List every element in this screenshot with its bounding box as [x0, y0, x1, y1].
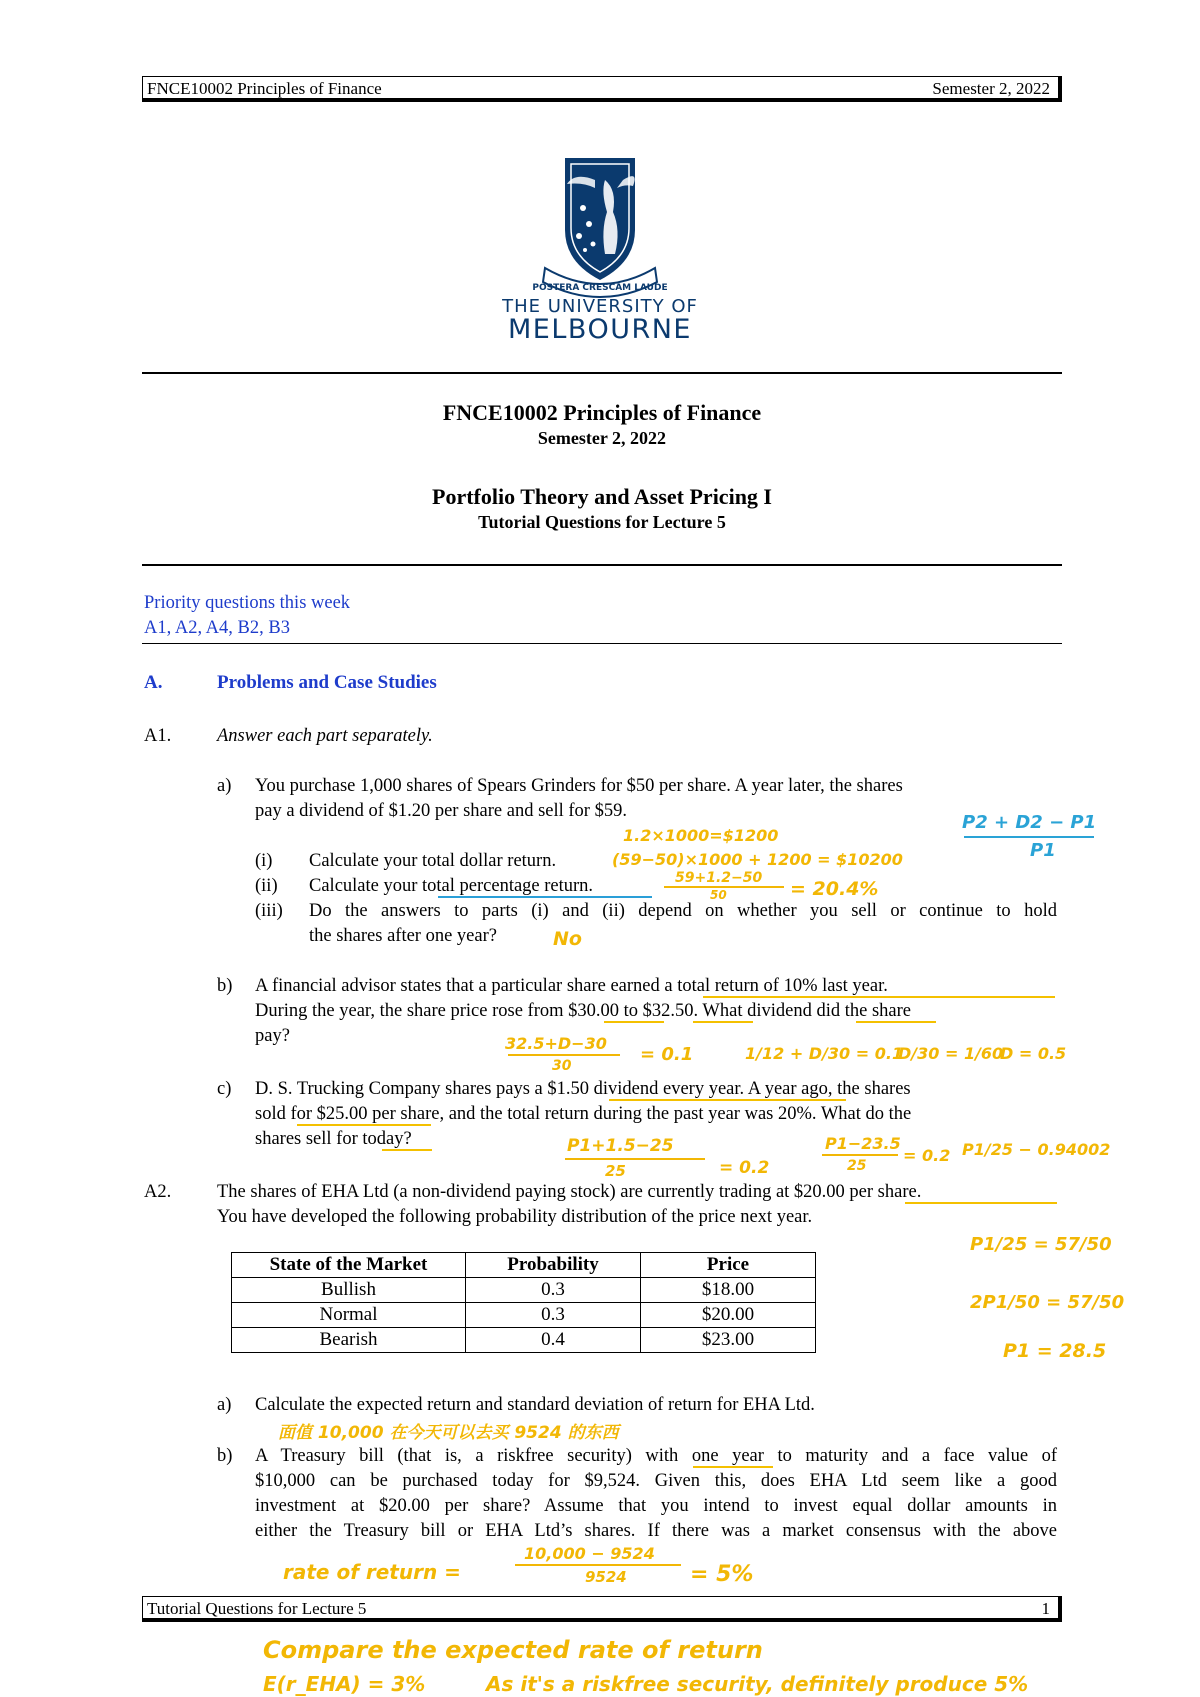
- title-topic: Portfolio Theory and Asset Pricing I: [432, 484, 772, 509]
- table-header: State of the Market: [232, 1253, 466, 1278]
- handwritten-note: rate of return =: [283, 1560, 461, 1584]
- divider: [142, 643, 1062, 644]
- question-number: A2.: [144, 1182, 172, 1202]
- highlight-underline: [693, 1466, 773, 1468]
- logo-line1: THE UNIVERSITY OF: [502, 296, 698, 317]
- highlight-underline: [905, 1202, 1057, 1204]
- text-line: Do the answers to parts (i) and (ii) depend on whether you sell or continue to hold: [309, 901, 1057, 921]
- table-header-row: [232, 1253, 816, 1278]
- table-cell: $20.00: [641, 1303, 816, 1328]
- text-line: Calculate the expected return and standard deviation of return for EHA Ltd.: [255, 1395, 815, 1415]
- title-subtitle: Tutorial Questions for Lecture 5: [478, 512, 726, 532]
- table-cell: $18.00: [641, 1278, 816, 1303]
- handwritten-note: P1−23.5: [825, 1134, 901, 1153]
- subpart-label: (i): [255, 851, 273, 871]
- text-line: $10,000 can be purchased today for $9,524. Given this, does EHA Ltd seem like a good: [255, 1471, 1057, 1491]
- handwritten-note: = 0.1: [640, 1044, 694, 1065]
- part-label: b): [217, 1446, 233, 1466]
- text-line: You have developed the following probability distribution of the price next year.: [217, 1207, 813, 1227]
- footer-text: Tutorial Questions for Lecture 5: [147, 1599, 367, 1618]
- title-course: FNCE10002 Principles of Finance: [442, 400, 762, 425]
- highlight-underline: [297, 1124, 431, 1126]
- handwritten-note: 25: [847, 1158, 867, 1174]
- table-cell: 0.3: [466, 1278, 641, 1303]
- text-line: shares sell for today?: [255, 1129, 412, 1149]
- table-header: Probability: [466, 1253, 641, 1278]
- part-label: c): [217, 1079, 232, 1099]
- handwritten-note: P1/25 − 0.94002: [962, 1140, 1111, 1159]
- text-line: either the Treasury bill or EHA Ltd’s shares. If there was a market consensus with the above: [255, 1521, 1057, 1541]
- text-line: The shares of EHA Ltd (a non-dividend paying stock) are currently trading at $20.00 per share.: [217, 1182, 922, 1202]
- handwritten-formula-top: P2 + D2 − P1: [962, 812, 1097, 833]
- fraction-bar: [565, 1158, 705, 1160]
- handwritten-note: 10,000 − 9524: [524, 1544, 655, 1563]
- handwritten-note: P1 = 28.5: [1003, 1340, 1107, 1362]
- text-line: A Treasury bill (that is, a riskfree security) with one year to maturity and a face value of: [255, 1446, 1057, 1466]
- highlight-underline: [604, 1021, 664, 1023]
- logo-line2: MELBOURNE: [508, 314, 692, 345]
- section-title: Problems and Case Studies: [217, 672, 437, 693]
- logo-motto: POSTERA CRESCAM LAUDE: [532, 283, 668, 293]
- fraction-bar: [964, 836, 1094, 838]
- handwritten-note: P1+1.5−25: [567, 1136, 674, 1156]
- fraction-bar: [822, 1154, 898, 1156]
- page-footer: [142, 1596, 1062, 1622]
- text-line: During the year, the share price rose from $30.00 to $32.50. What dividend did the share: [255, 1001, 912, 1021]
- handwritten-note: No: [553, 928, 582, 950]
- handwritten-formula-bottom: P1: [1030, 840, 1056, 861]
- handwritten-note: = 0.2: [719, 1158, 770, 1178]
- handwritten-note: 9524: [585, 1568, 627, 1586]
- handwritten-note: = 0.2: [903, 1146, 951, 1165]
- handwritten-note: 30: [552, 1058, 572, 1074]
- highlight-underline: [382, 1149, 432, 1151]
- handwritten-note: 1.2×1000=$1200: [623, 826, 779, 845]
- handwritten-note: 面值 10,000 在今天可以去买 9524 的东西: [278, 1423, 619, 1443]
- table-row: [232, 1278, 816, 1303]
- table-row: [232, 1303, 816, 1328]
- part-label: b): [217, 976, 233, 996]
- text-line: You purchase 1,000 shares of Spears Grinders for $50 per share. A year later, the shares: [255, 776, 903, 796]
- fraction-bar: [515, 1564, 681, 1566]
- handwritten-note: Compare the expected rate of return: [263, 1636, 763, 1664]
- handwritten-note: 1/12 + D/30 = 0.1: [745, 1044, 904, 1063]
- logo-wordmark: [480, 296, 720, 345]
- handwritten-note: P1/25 = 57/50: [970, 1234, 1112, 1255]
- part-label: a): [217, 1395, 232, 1415]
- text-line: sold for $25.00 per share, and the total return during the past year was 20%. What do the: [255, 1104, 912, 1124]
- handwritten-note: 25: [605, 1162, 626, 1180]
- text-line: Calculate your total dollar return.: [309, 851, 557, 871]
- table-cell: Normal: [232, 1303, 466, 1328]
- section-letter: A.: [144, 672, 163, 693]
- handwritten-note: 32.5+D−30: [505, 1034, 607, 1053]
- header-course: FNCE10002 Principles of Finance: [147, 79, 382, 98]
- text-line: investment at $20.00 per share? Assume that you intend to invest equal dollar amounts in: [255, 1496, 1057, 1516]
- header-semester: Semester 2, 2022: [932, 79, 1050, 98]
- handwritten-note: As it's a riskfree security, definitely produce 5%: [486, 1672, 1029, 1696]
- table-cell: $23.00: [641, 1328, 816, 1353]
- question-number: A1.: [144, 726, 172, 746]
- table-cell: 0.3: [466, 1303, 641, 1328]
- handwritten-note: = 5%: [690, 1562, 754, 1587]
- handwritten-note: D = 0.5: [1000, 1044, 1067, 1063]
- handwritten-note: (59−50)×1000 + 1200 = $10200: [612, 850, 903, 869]
- text-line: pay a dividend of $1.20 per share and sell for $59.: [255, 801, 627, 821]
- divider: [142, 372, 1062, 374]
- handwritten-note: = 20.4%: [790, 878, 879, 900]
- table-cell: 0.4: [466, 1328, 641, 1353]
- priority-list: A1, A2, A4, B2, B3: [144, 618, 290, 638]
- handwritten-note: E(r_EHA) = 3%: [263, 1672, 426, 1696]
- fraction-bar: [508, 1054, 620, 1056]
- subpart-label: (ii): [255, 876, 278, 896]
- probability-table: [231, 1252, 816, 1353]
- highlight-underline: [856, 1021, 936, 1023]
- handwritten-note: 50: [710, 888, 727, 902]
- table-row: [232, 1328, 816, 1353]
- part-label: a): [217, 776, 232, 796]
- text-line: D. S. Trucking Company shares pays a $1.50 dividend every year. A year ago, the shares: [255, 1079, 911, 1099]
- text-line: the shares after one year?: [309, 926, 497, 946]
- highlight-underline: [703, 996, 1055, 998]
- handwritten-note: 59+1.2−50: [675, 870, 763, 886]
- title-semester: Semester 2, 2022: [537, 428, 667, 448]
- highlight-underline: [609, 1099, 846, 1101]
- text-line: Calculate your total percentage return.: [309, 876, 594, 896]
- divider: [142, 564, 1062, 566]
- highlight-underline: [693, 1021, 753, 1023]
- priority-label: Priority questions this week: [144, 593, 351, 613]
- subpart-label: (iii): [255, 901, 283, 921]
- table-header: Price: [641, 1253, 816, 1278]
- highlight-underline: [438, 896, 652, 898]
- text-line: pay?: [255, 1026, 290, 1046]
- handwritten-note: 2P1/50 = 57/50: [970, 1292, 1125, 1313]
- table-cell: Bearish: [232, 1328, 466, 1353]
- text-line: A financial advisor states that a particular share earned a total return of 10% last year.: [255, 976, 888, 996]
- page-number: 1: [1041, 1599, 1050, 1618]
- table-cell: Bullish: [232, 1278, 466, 1303]
- instruction: Answer each part separately.: [217, 726, 433, 746]
- handwritten-note: D/30 = 1/60: [898, 1044, 1004, 1063]
- page-header: [142, 76, 1062, 102]
